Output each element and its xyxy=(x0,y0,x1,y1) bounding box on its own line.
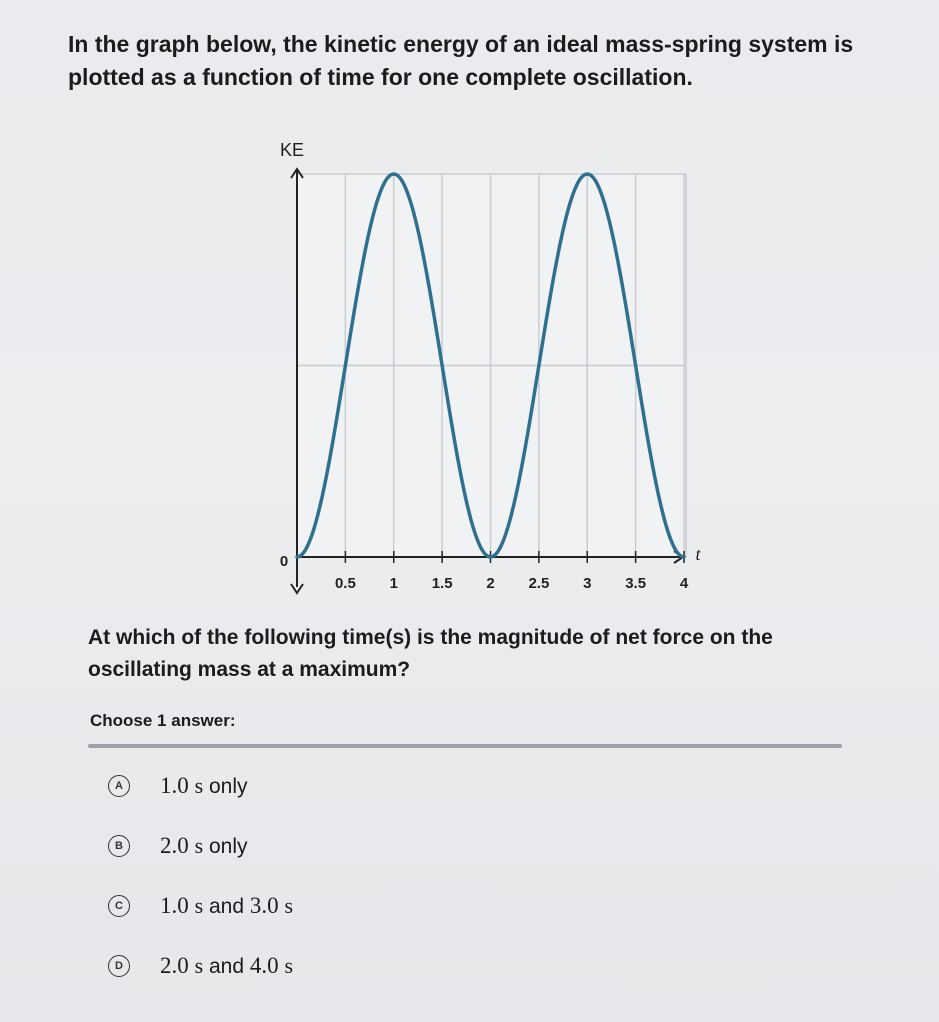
question-text: In the graph below, the kinetic energy of an ideal mass-spring system is plotted as a function of time for one complete oscillation. xyxy=(68,31,854,90)
x-tick-label: 2.5 xyxy=(528,575,550,592)
choice-d-text xyxy=(160,953,293,979)
choice-a-letter: A xyxy=(108,775,130,797)
x-tick-label: 1.5 xyxy=(431,575,453,592)
choice-d-letter: D xyxy=(108,955,130,977)
chart-svg xyxy=(270,132,730,612)
prompt-text: At which of the following time(s) is the magnitude of net force on the oscillating mass at a maximum? xyxy=(88,626,773,681)
choice-b-word: only xyxy=(209,835,248,858)
choice-c-word: and xyxy=(209,895,245,918)
x-tick-label: 4 xyxy=(679,575,689,592)
choice-c-text xyxy=(160,893,293,919)
x-tick-label: 3 xyxy=(583,575,592,592)
choice-a-text xyxy=(160,773,248,799)
choice-b-value: 2.0 xyxy=(160,833,189,858)
choice-c[interactable] xyxy=(108,888,293,924)
x-tick-label: 3.5 xyxy=(625,575,647,592)
choice-d-value-1: 2.0 xyxy=(160,953,189,978)
choice-a-unit: s xyxy=(194,773,204,798)
choice-d-word: and xyxy=(209,955,245,978)
choose-label: Choose 1 answer: xyxy=(90,711,236,730)
choice-c-unit-1: s xyxy=(194,893,204,918)
x-tick-label: 0.5 xyxy=(334,575,356,592)
choice-b-letter: B xyxy=(108,835,130,857)
y-axis-label: KE xyxy=(279,140,305,160)
choice-a-value: 1.0 xyxy=(160,773,189,798)
choice-d-unit-1: s xyxy=(194,953,204,978)
choice-b[interactable] xyxy=(108,828,248,864)
x-axis-label: t xyxy=(695,544,701,564)
choice-d[interactable] xyxy=(108,948,293,984)
choice-d-value-2: 4.0 xyxy=(249,953,279,978)
choice-c-letter: C xyxy=(108,895,130,917)
kinetic-energy-chart xyxy=(270,132,730,612)
divider xyxy=(88,744,842,748)
choice-b-text xyxy=(160,833,248,859)
y-tick-label: 0 xyxy=(279,553,289,570)
choice-c-value-2: 3.0 xyxy=(249,893,279,918)
x-tick-label: 2 xyxy=(486,575,495,592)
choice-a[interactable] xyxy=(108,768,248,804)
choice-c-unit-2: s xyxy=(284,893,294,918)
choice-d-unit-2: s xyxy=(284,953,294,978)
x-tick-label: 1 xyxy=(389,575,398,592)
choice-b-unit: s xyxy=(194,833,204,858)
choice-c-value-1: 1.0 xyxy=(160,893,189,918)
choice-a-word: only xyxy=(209,775,248,798)
